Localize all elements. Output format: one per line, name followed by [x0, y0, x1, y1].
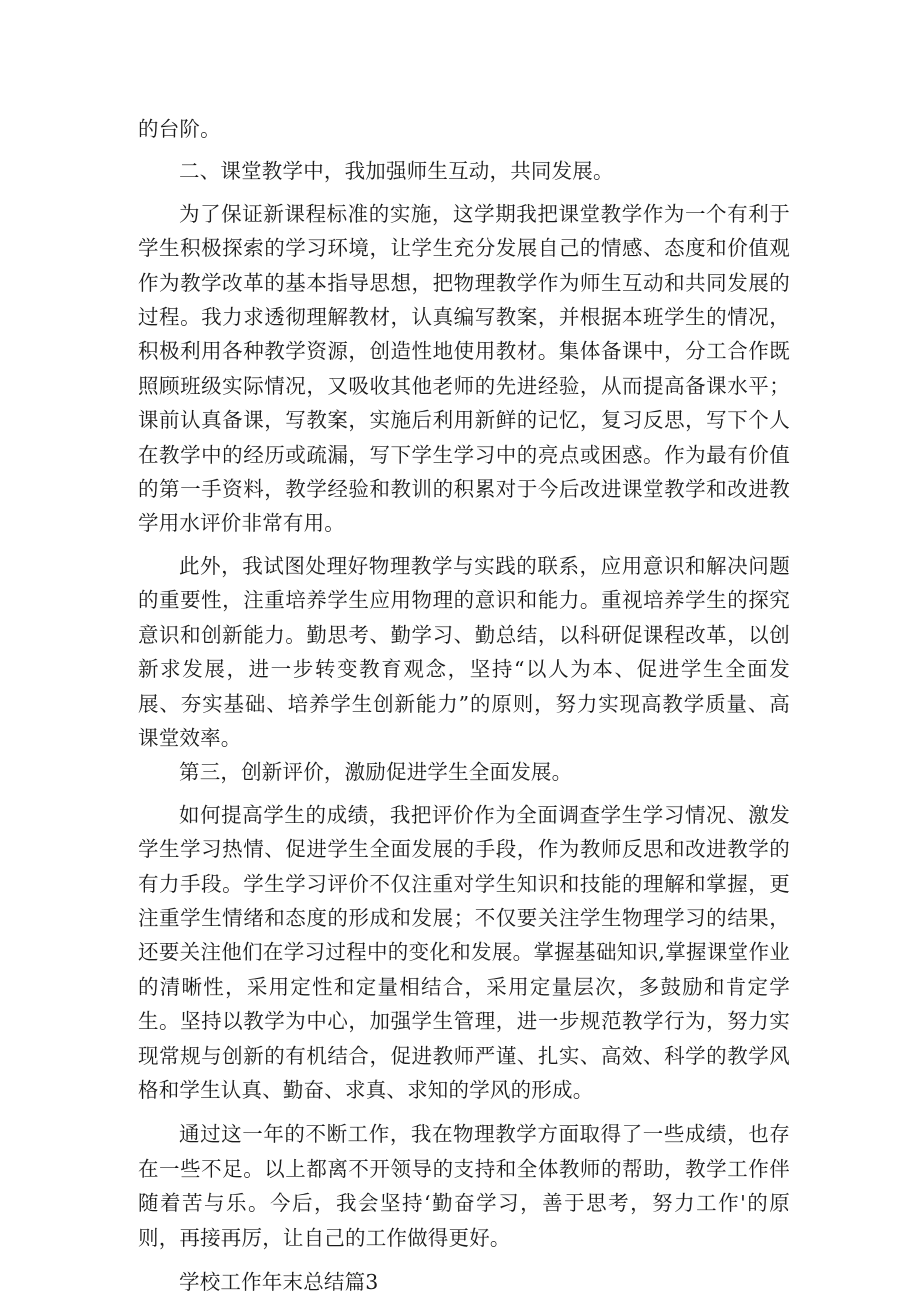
document-body — [138, 112, 790, 1299]
next-section-title: 学校工作年末总结篇3 — [179, 1270, 379, 1294]
paragraph-practice-connection: 此外，我试图处理好物理教学与实践的联系，应用意识和解决问题的重要性，注重培养学生应用物理的意识和能力。重视培养学生的探究意识和创新能力。勤思考、勤学习、勤总结，以科研促课程改革，以创新求发展，进一步转变教育观念，坚持“以人为本、促进学生全面发展、夯实基础、培养学生创新能力”的原则，努力实现高教学质量、高课堂效率。 — [138, 553, 790, 750]
paragraph-classroom-teaching: 为了保证新课程标准的实施，这学期我把课堂教学作为一个有利于学生积极探索的学习环境，让学生充分发展自己的情感、态度和价值观作为教学改革的基本指导思想，把物理教学作为师生互动和共同发展的过程。我力求透彻理解教材，认真编写教案，并根据本班学生的情况，积极利用各种教学资源，创造性地使用教材。集体备课中，分工合作既照顾班级实际情况，又吸收其他老师的先进经验，从而提高备课水平；课前认真备课，写教案，实施后利用新鲜的记忆，复习反思，写下个人在教学中的经历或疏漏，写下学生学习中的亮点或困惑。作为最有价值的第一手资料，教学经验和教训的积累对于今后改进课堂教学和改进教学用水评价非常有用。 — [138, 201, 790, 536]
paragraph-conclusion: 通过这一年的不断工作，我在物理教学方面取得了一些成绩，也存在一些不足。以上都离不开领导的支持和全体教师的帮助，教学工作伴随着苦与乐。今后，我会坚持‘勤奋学习，善于思考，努力工作'的原则，再接再厉，让自己的工作做得更好。 — [138, 1122, 790, 1250]
paragraph-continuation: 的台阶。 — [138, 117, 221, 141]
paragraph-evaluation: 如何提高学生的成绩，我把评价作为全面调查学生学习情况、激发学生学习热情、促进学生全面发展的手段，作为教师反思和改进教学的有力手段。学生学习评价不仅注重对学生知识和技能的理解和掌握，更注重学生情绪和态度的形成和发展；不仅要关注学生物理学习的结果，还要关注他们在学习过程中的变化和发展。掌握基础知识,掌握课堂作业的清晰性，采用定性和定量相结合，采用定量层次，多鼓励和肯定学生。坚持以教学为中心，加强学生管理，进一步规范教学行为，努力实现常规与创新的有机结合，促进教师严谨、扎实、高效、科学的教学风格和学生认真、勤奋、求真、求知的学风的形成。 — [138, 802, 790, 1102]
section-heading-three: 第三，创新评价，激励促进学生全面发展。 — [179, 760, 573, 785]
section-heading-two: 二、课堂教学中，我加强师生互动，共同发展。 — [179, 159, 614, 184]
